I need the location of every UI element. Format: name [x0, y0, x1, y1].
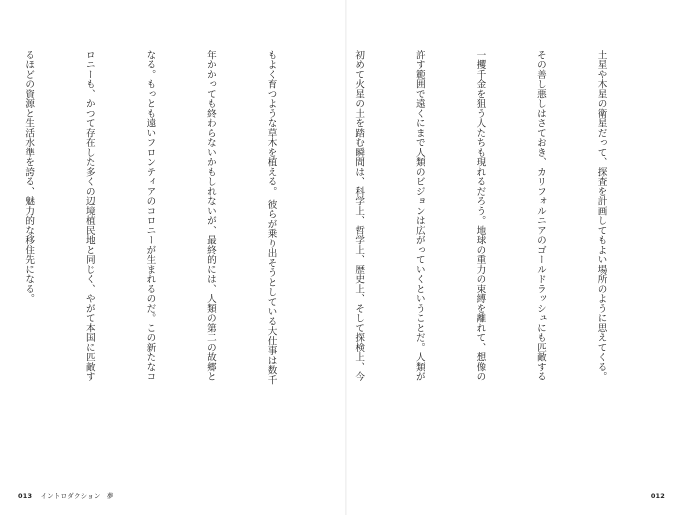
text-line: ロニーも、かつて存在した多くの辺境植民地と同じく、やがて本国に匹敵す: [83, 50, 95, 382]
page-number: 012: [650, 492, 665, 500]
left-page: [0, 0, 345, 515]
text-line: もよく育つような草木を植える。 彼らが乗り出そうとしている大仕事は数千: [265, 50, 277, 385]
text-line: 初めて火星の土を踏む瞬間は、科学上、哲学上、歴史上、そして探検上、今: [353, 50, 365, 382]
text-line: 許す範囲で遠くにまで人類のビジョンは広がっていくということだ。人類が: [413, 50, 425, 382]
right-page-folio: [651, 492, 671, 500]
text-line: なる。もっとも遠いフロンティアのコロニーが生まれるのだ。この新たなコ: [144, 50, 156, 382]
running-chapter-title: 夢: [106, 492, 114, 500]
left-page-folio: [18, 491, 118, 500]
page-number: 013: [18, 492, 33, 500]
right-page: [346, 0, 691, 515]
text-line: その善し悪しはさておき、カリフォルニアのゴールドラッシュにも匹敵する: [534, 50, 546, 382]
running-section-title: イントロダクション: [40, 492, 101, 500]
text-line: るほどの資源と生活水準を誇る、魅力的な移住先になる。: [23, 50, 35, 304]
text-line: 一攫千金を狙う人たちも現れるだろう。地球の重力の束縛を離れて、想像の: [474, 50, 486, 382]
text-line: 年かかっても終わらないかもしれないが、最終的には、人類の第二の故郷と: [204, 50, 216, 382]
text-line: 土星や木星の衛星だって、探査を計画してもよい場所のように思えてくる。: [595, 50, 607, 382]
left-page-body-text: [0, 50, 321, 462]
